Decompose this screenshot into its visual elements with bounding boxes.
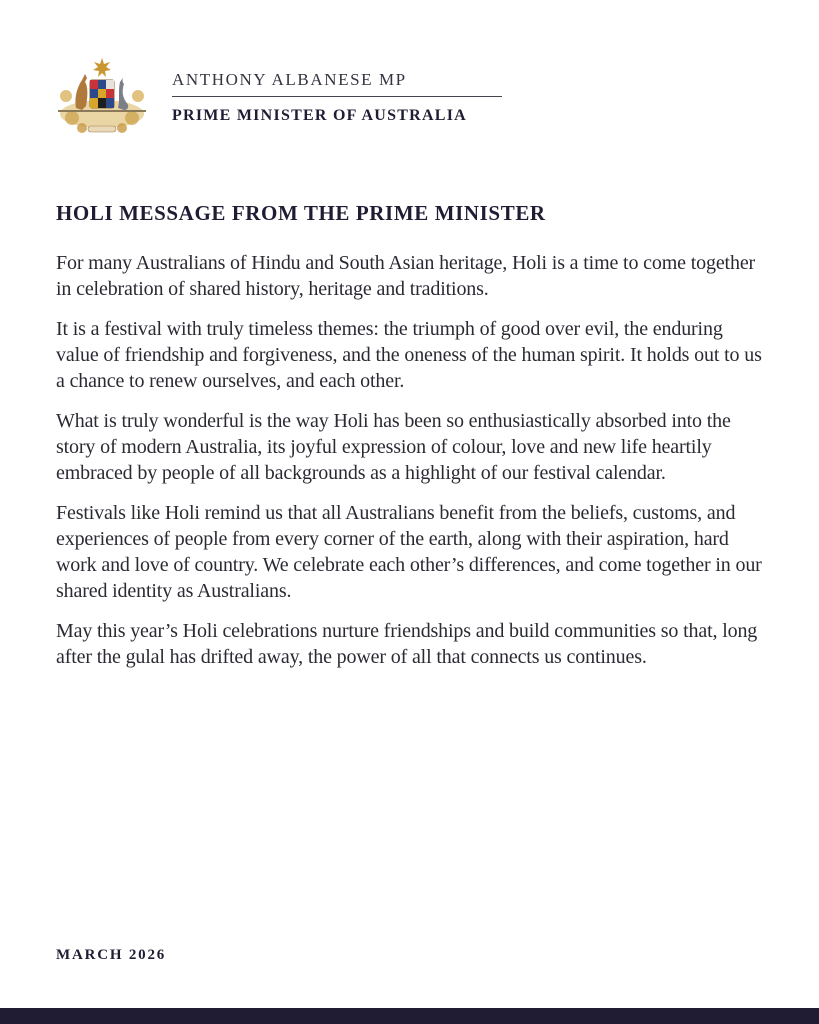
message-heading: HOLI MESSAGE FROM THE PRIME MINISTER xyxy=(56,201,546,225)
message-date: MARCH 2026 xyxy=(56,947,167,963)
author-name: ANTHONY ALBANESE MP xyxy=(172,69,407,89)
paragraph: For many Australians of Hindu and South Asian heritage, Holi is a time to come together in celebration of shared history, heritage and traditions. xyxy=(56,252,756,300)
paragraph: It is a festival with truly timeless themes: the triumph of good over evil, the enduring value of friendship and forgiveness, and the oneness of the human spirit. It holds out to us a chance to renew ourselves, and each other. xyxy=(56,318,762,392)
author-title: PRIME MINISTER OF AUSTRALIA xyxy=(172,107,467,125)
footer-bar xyxy=(0,1008,819,1024)
paragraph: May this year’s Holi celebrations nurture friendships and build communities so that, long after the gulal has drifted away, the power of all that connects us continues. xyxy=(56,620,758,668)
letterhead-text xyxy=(172,70,502,127)
letterhead-divider xyxy=(172,96,502,98)
letterhead xyxy=(52,56,502,138)
paragraph: Festivals like Holi remind us that all Australians benefit from the beliefs, customs, and experiences of people from every corner of the earth, along with their aspiration, hard work and love of country. We celebrate each other’s differences, and come together in our shared identity as Australians. xyxy=(56,502,762,602)
commonwealth-coat-of-arms-icon xyxy=(52,56,152,138)
message-body xyxy=(56,200,766,684)
paragraph: What is truly wonderful is the way Holi has been so enthusiastically absorbed into the story of modern Australia, its joyful expression of colour, love and new life heartily embraced by people of all backgrounds as a highlight of our festival calendar. xyxy=(56,410,731,484)
